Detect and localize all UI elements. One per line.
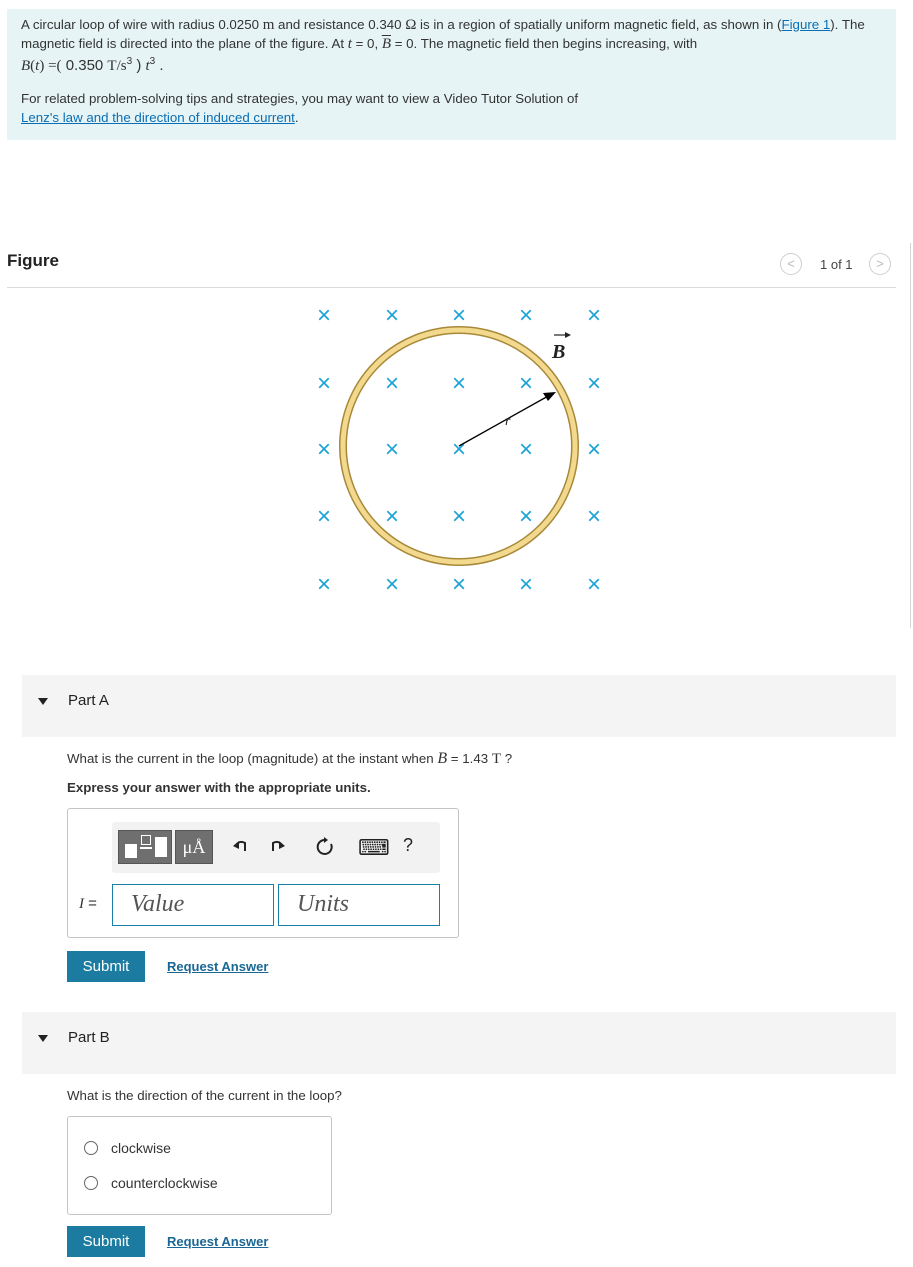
equation-b-of-t: B(t) =( 0.350 $T/s^3$ ) $t^3$ . — [21, 56, 164, 74]
panel-edge — [910, 243, 911, 628]
fraction-bar-icon — [140, 847, 152, 849]
clockwise-label[interactable]: clockwise — [111, 1140, 171, 1156]
part-a-request-answer-link[interactable]: Request Answer — [167, 959, 269, 974]
field-x-mark: × — [518, 302, 534, 329]
prev-figure-button[interactable]: < — [780, 253, 802, 275]
figure-link[interactable]: Figure 1 — [781, 17, 831, 32]
reset-icon[interactable] — [315, 837, 335, 862]
field-x-mark: × — [518, 436, 534, 463]
field-x-mark: × — [451, 436, 467, 463]
value-input[interactable]: Value — [112, 884, 274, 926]
field-x-mark: × — [384, 503, 400, 530]
field-x-mark: × — [451, 503, 467, 530]
collapse-caret-icon[interactable] — [38, 1035, 48, 1042]
answer-input-box — [67, 808, 459, 938]
video-tutor-link[interactable]: Lenz's law and the direction of induced current — [21, 109, 295, 125]
part-a-instruction: Express your answer with the appropriate units. — [67, 780, 371, 795]
field-x-mark: × — [316, 436, 332, 463]
field-x-mark: × — [586, 436, 602, 463]
keyboard-icon[interactable]: ⌨ — [358, 835, 390, 860]
help-icon[interactable]: ? — [403, 835, 414, 855]
redo-icon[interactable] — [269, 837, 287, 860]
units-button[interactable]: μÅ — [175, 830, 213, 864]
templates-button[interactable] — [118, 830, 172, 864]
units-input[interactable]: Units — [278, 884, 440, 926]
field-x-mark: × — [316, 503, 332, 530]
b-vector-label — [551, 332, 571, 363]
current-variable-label: I = — [79, 895, 97, 912]
template-box-icon — [141, 835, 151, 845]
field-x-mark: × — [451, 302, 467, 329]
field-x-mark: × — [384, 571, 400, 598]
radius-label: r — [505, 414, 511, 429]
figure-divider — [7, 287, 896, 288]
part-b-question: What is the direction of the current in the loop? — [67, 1088, 342, 1103]
problem-statement: A circular loop of wire with radius 0.0250 m and resistance 0.340 Ω is in a region of spatially uniform magnetic field, as shown in (Figure 1). The magnetic field is directed into the plane of the figure. At t = 0, $\overline{B} = 0$. The magnetic field then begins increasing, with B(t) =( 0.350 $T/s^3$ ) $t^3$ . — [21, 17, 865, 74]
template-block-icon — [155, 837, 167, 857]
template-block-icon — [125, 844, 137, 858]
clockwise-radio[interactable] — [84, 1141, 98, 1155]
direction-choices — [67, 1116, 332, 1215]
undo-icon[interactable] — [231, 837, 249, 860]
figure-title: Figure — [7, 251, 59, 270]
part-a-submit-button[interactable]: Submit — [67, 951, 145, 982]
part-b-header[interactable] — [22, 1012, 896, 1074]
part-b-title: Part B — [68, 1029, 110, 1046]
part-b-request-answer-link[interactable]: Request Answer — [167, 1234, 269, 1249]
field-x-mark: × — [384, 436, 400, 463]
counterclockwise-label[interactable]: counterclockwise — [111, 1175, 218, 1191]
field-x-mark: × — [518, 370, 534, 397]
field-x-mark: × — [451, 571, 467, 598]
field-x-mark: × — [316, 302, 332, 329]
counterclockwise-radio[interactable] — [84, 1176, 98, 1190]
field-x-mark: × — [586, 302, 602, 329]
field-x-mark: × — [384, 370, 400, 397]
tips-paragraph: For related problem-solving tips and strategies, you may want to view a Video Tutor Solution of Lenz's law and the direction of induced current. — [21, 91, 579, 125]
part-a-title: Part A — [68, 692, 109, 709]
next-figure-button[interactable]: > — [869, 253, 891, 275]
part-a-question: What is the current in the loop (magnitude) at the instant when B = 1.43 T ? — [67, 750, 513, 767]
field-x-mark: × — [586, 503, 602, 530]
figure-pager — [780, 252, 896, 276]
field-x-mark: × — [316, 370, 332, 397]
field-x-mark: × — [518, 503, 534, 530]
field-x-mark: × — [451, 370, 467, 397]
field-x-mark: × — [518, 571, 534, 598]
part-a-header[interactable] — [22, 675, 896, 737]
svg-text:B: B — [552, 341, 566, 363]
collapse-caret-icon[interactable] — [38, 698, 48, 705]
field-x-mark: × — [384, 302, 400, 329]
problem-intro — [7, 9, 896, 140]
magnetic-field-figure — [300, 295, 620, 605]
part-b-submit-button[interactable]: Submit — [67, 1226, 145, 1257]
answer-toolbar — [112, 822, 440, 873]
figure-counter: 1 of 1 — [820, 257, 853, 272]
field-x-mark: × — [586, 370, 602, 397]
field-x-mark: × — [316, 571, 332, 598]
field-x-mark: × — [586, 571, 602, 598]
